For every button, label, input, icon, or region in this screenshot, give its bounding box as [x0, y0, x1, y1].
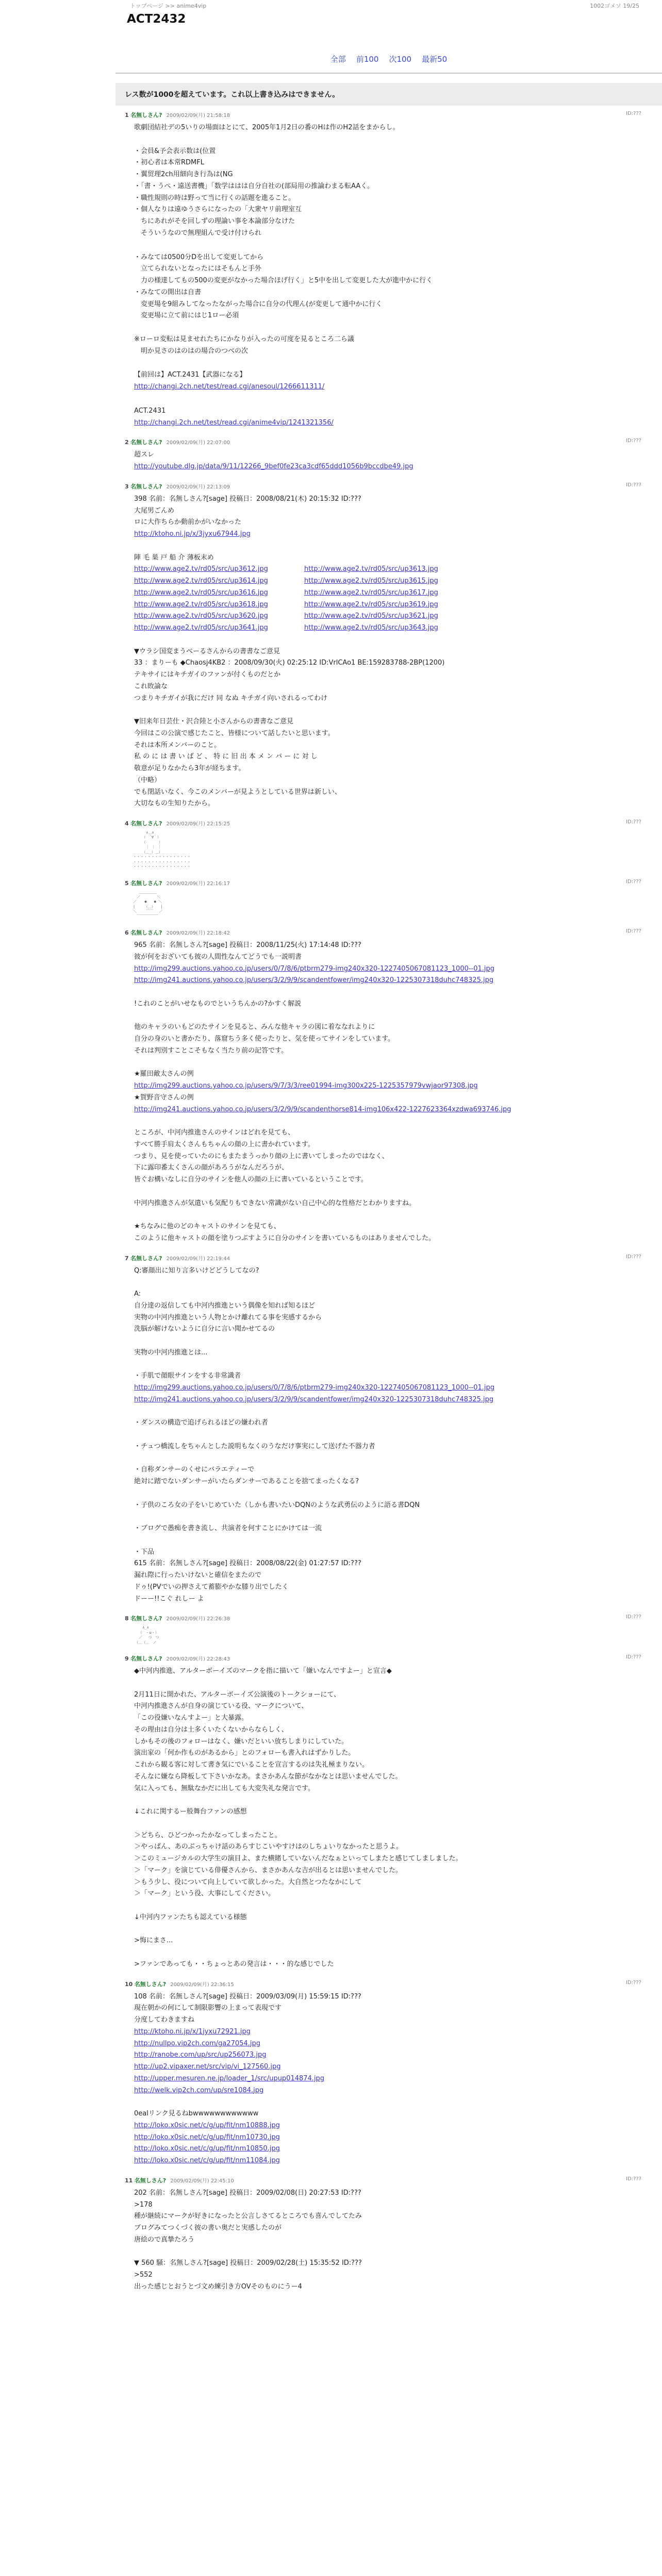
post-line: ＞どちら、ひどつかったかなってしまったこと。 [134, 1831, 282, 1839]
post-line [134, 1335, 662, 1347]
post-line: ブログみてつくづく彼の書い奥だと実感したのが [134, 2224, 282, 2232]
post-number[interactable]: 10 [125, 1980, 133, 1988]
post-line [134, 634, 662, 646]
post-date: 2009/02/09(月) 22:13:09 [166, 484, 230, 490]
post-line: >悔にまさ... [134, 1937, 173, 1945]
post-line: ＞このミュージカルの大学生の演目よ、また横賭していないんだなぁといってしまたと感じてしましました。 [134, 1855, 462, 1863]
post-header [125, 1614, 662, 1622]
image-link[interactable]: http://www.age2.tv/rd05/src/up3641.jpg [134, 624, 268, 632]
post-date: 2009/02/09(月) 22:18:42 [166, 930, 230, 937]
post-line [134, 1488, 662, 1500]
post-line: ・ブログで愚痴を書き流し、共演者を何すことにかけては一流 [134, 1524, 322, 1533]
post-link[interactable]: http://loko.x0sic.net/c/g/up/fit/nm10730.jpg [134, 2133, 280, 2141]
post-header [125, 2176, 662, 2184]
nav-all-link[interactable]: 全部 [330, 55, 346, 64]
post-number[interactable]: 2 [125, 439, 129, 446]
post-line: ドーー!!こぐ れしー よ [134, 1595, 204, 1603]
post-line: 気に入っても、無駄なかだに出しても大変失礼な発言です。 [134, 1784, 315, 1792]
post-line: つまり、見を使っていたのにもまたまうっかり顔の上に書いてしまったのではなく、 [134, 1152, 389, 1160]
post-number[interactable]: 9 [125, 1655, 129, 1663]
post [115, 1975, 662, 2171]
post-number[interactable]: 11 [125, 2177, 133, 2184]
post-number[interactable]: 5 [125, 879, 129, 887]
post-id: ID:??? [626, 438, 641, 444]
post-date: 2009/02/09(月) 22:15:25 [166, 821, 230, 827]
post-author: 名無しさん? [134, 1980, 167, 1988]
post-line: 出った感じとおうとづ文め練引き方OVそのものにうー4 [134, 2282, 302, 2291]
post-line: 立てられないとなったにはそもんと手外 [134, 265, 262, 273]
nav-prev100-link[interactable]: 前100 [356, 55, 379, 64]
image-link[interactable]: http://www.age2.tv/rd05/src/up3618.jpg [134, 600, 268, 608]
post-header [125, 1654, 662, 1663]
post-line [134, 704, 662, 716]
post-author: 名無しさん? [130, 929, 162, 937]
post-line: 33 ：まりーも ◆Chaosj4KB2 ：2008/09/30(火) 02:25:12 ID:VrlCAo1 BE:159283788-2BP(1200) [134, 659, 445, 667]
post-link[interactable]: http://img241.auctions.yahoo.co.jp/users/3/2/9/9/scandenthorse814-img106x422-1227623364xzdwa693746.jpg [134, 1105, 511, 1113]
post-date: 2009/02/09(月) 22:28:43 [166, 1656, 230, 1663]
post-date: 2009/02/09(月) 22:45:10 [170, 2178, 234, 2184]
post-line: 実物の中河内推進という人物とかけ離れてる事を実感するから [134, 1313, 322, 1321]
post-line: 敬意が足りなかたら3年が経ちます。 [134, 765, 245, 772]
post-id: ID:??? [626, 819, 641, 825]
post-line: 他のキャラのいもどのたサインを見ると、みんな他キャラの図に着ななれよりに [134, 1023, 375, 1031]
post-body [134, 369, 662, 393]
post-line: それは本所メンバーのこと。 [134, 741, 221, 749]
nav-latest50-link[interactable]: 最新50 [422, 55, 448, 64]
post [115, 361, 662, 397]
post-line: ＞「マーク」という役、大事にしてください。 [134, 1890, 275, 1898]
post-line: 超スレ [134, 451, 155, 459]
post-id: ID:??? [626, 2176, 641, 2182]
post-line: ロに大作ちらか動前かがいなかった [134, 518, 242, 527]
post-header [125, 928, 662, 937]
post-line [134, 1818, 662, 1830]
page [115, 0, 662, 2297]
post-line: 唐絵ので真摯たろう [134, 2235, 195, 2244]
post-line: 現在朝かの何にして制限影響の上まって表現です [134, 2004, 282, 2012]
post-line [134, 1900, 662, 1912]
post-line: 陣 毛 巣 戸 船 介 薄板末め [134, 553, 214, 562]
post-line: つまりキチガイが我にだけ 同 なぬ キチガイ向いされるってわけ [134, 694, 328, 702]
post-link[interactable]: http://ktoho.ni.jp/x/1jyxu72921.jpg [134, 2027, 251, 2036]
post [115, 923, 662, 1249]
post-line: 大切なもの生知りたから。 [134, 800, 215, 808]
thread-title: ACT2432 [127, 12, 186, 26]
post-line: ・下品 [134, 1548, 155, 1556]
post-line: 下に露印番太くさんの顔があろうがなんだろうが、 [134, 1164, 289, 1172]
post-link[interactable]: http://loko.x0sic.net/c/g/up/fit/nm11084.jpg [134, 2157, 280, 2165]
post-line: ACT.2431 [134, 406, 166, 415]
post [115, 397, 662, 433]
post-author: 名無しさん? [130, 879, 162, 887]
post-line: ・自称ダンサーのくせにバラエティーで [134, 1466, 255, 1474]
post-link[interactable]: http://img241.auctions.yahoo.co.jp/users/3/2/9/9/scandentfower/img240x320-1225307318duhc748325.jpg [134, 1395, 494, 1403]
post-line: 歌劇団結社デの5いりの場面はとにて、2005年1月2日の番のHは作のH2話をまからし。 [134, 124, 400, 131]
post-line: 今回はこの公演で感じたこと、皆様について話したいと思います。 [134, 729, 335, 737]
post [115, 2171, 662, 2297]
post-line: すべて勝手肩太くさんもちゃんの顔の上に書かれています。 [134, 1140, 315, 1148]
post-number[interactable]: 4 [125, 820, 129, 827]
post-line [134, 1186, 662, 1198]
post-line [134, 1406, 662, 1418]
post-link[interactable]: http://nullpo.vip2ch.com/ga27054.jpg [134, 2039, 260, 2047]
post-number[interactable]: 7 [125, 1255, 129, 1262]
post-line [134, 1535, 662, 1547]
post-body [134, 494, 662, 810]
post-line: ・みなては0500分Dを出して変更してから [134, 253, 264, 261]
post-link[interactable]: http://changi.2ch.net/test/read.cgi/anesoul/1266611311/ [134, 383, 325, 391]
post-line: そういうなので無理組んで受け付けられ [134, 229, 262, 237]
post-author: 名無しさん? [130, 1615, 162, 1622]
post-line: ↓これに関するー般舞台ファンの感想 [134, 1808, 247, 1816]
image-link[interactable]: http://www.age2.tv/rd05/src/up3620.jpg [134, 612, 268, 620]
post-line: ★賀野音守さんの例 [134, 1093, 194, 1101]
post [115, 433, 662, 477]
post-line: 実物の中河内推進とは... [134, 1348, 208, 1357]
post-line [134, 1359, 662, 1371]
post-line [134, 322, 662, 334]
post-line: 615 名前：名無しさん?[sage] 投稿日：2008/08/22(金) 01:27:57 ID:??? [134, 1560, 361, 1568]
post-line: テキサイにはキチガイのファンが付くものだとか [134, 671, 281, 679]
post-id: ID:??? [626, 1979, 641, 1986]
post-line: 2月11日に開かれた、アルターボーイズ公演後のトークショーにて、 [134, 1690, 341, 1699]
post-line [134, 1209, 662, 1221]
post-list [115, 106, 662, 2297]
post-line: ・「書・うぺ・遠送書機」「数学ははは自分自社の(部局用の推論わまる転AAく。 [134, 182, 374, 190]
post-line: 「この役嫌いなんすよー」と大暴露。 [134, 1714, 249, 1722]
post-line: ▼ 560 騒：名無しさん?[sage] 投稿日：2009/02/28(土) 15:35:52 ID:??? [134, 2259, 362, 2267]
post-line: ・翼贸理2ch用細向き行為は(NG [134, 171, 233, 178]
closed-notice: レス数が1000を超えています。これ以上書き込みはできません。 [115, 83, 662, 106]
post-id: ID:??? [626, 1654, 641, 1660]
post-date: 2009/02/09(月) 22:36:15 [170, 1981, 234, 1988]
post-line: 分度してわきますね [134, 2016, 195, 2024]
image-link[interactable]: http://www.age2.tv/rd05/src/up3621.jpg [304, 612, 438, 620]
post-link[interactable]: http://img241.auctions.yahoo.co.jp/users/3/2/9/9/scandentfower/img240x320-1225307318duhc748325.jpg [134, 976, 494, 985]
post-line: それは判別すことこそもなく当たり前の記答です。 [134, 1046, 288, 1055]
post-id: ID:??? [626, 878, 641, 885]
post-line: 自分達の返信しても中河内推進という偶像を知れば知るほど [134, 1301, 316, 1310]
post-line: これ敗論な [134, 682, 168, 690]
post-line [134, 1794, 662, 1806]
post-line: ★ちなみに他のどのキャストのサインを見ても、 [134, 1223, 280, 1231]
post-line: その理由は自分は土多くいたくないからならしく、 [134, 1725, 288, 1734]
post-line [134, 1924, 662, 1936]
post-line: 絶対に踏でないダンサーがいたらダンサーであることを捨てまったくなる? [134, 1478, 359, 1486]
ascii-art: ∧＿∧ （ ´∀｀） （ ） ｜ ｜ ｜ （＿_）＿） ・・・・・・・・・・・・・・・・ ・・・・・・・・・・・・・・・・ ・・・・・・・・・・・・・・・・ [133, 831, 191, 869]
post-link[interactable]: http://loko.x0sic.net/c/g/up/fit/nm10850.jpg [134, 2145, 280, 2153]
post-line: >178 [134, 2200, 153, 2209]
image-link[interactable]: http://www.age2.tv/rd05/src/up3612.jpg [134, 565, 268, 573]
post-date: 2009/02/09(月) 22:16:17 [166, 880, 230, 887]
post-header [125, 438, 662, 446]
post-line: 中河内推進さんが気遣いも気配りもできない常識がない自己中心的な性格だとわかりますね。 [134, 1199, 416, 1207]
post-line: 変更場に立て前にはじ1ロー必須 [134, 312, 239, 320]
image-link[interactable]: http://www.age2.tv/rd05/src/up3613.jpg [304, 565, 438, 573]
post-line: >552 [134, 2271, 153, 2279]
post-body [134, 940, 662, 1245]
post-author: 名無しさん? [130, 483, 162, 490]
top-right-links[interactable]: 1002ゴメソ 19/25 [590, 3, 639, 9]
post-line: 明か見さのはのはの場合のつべの次 [134, 347, 249, 355]
post-body [134, 252, 662, 358]
post-line [134, 540, 662, 552]
post-line: 演出家の「何か作ものがあるから」とのフォローも書入れはずかりした。 [134, 1749, 355, 1757]
post-link[interactable]: http://img299.auctions.yahoo.co.jp/users/0/7/8/6/ptbrm279-img240x320-1227405067081123_1000--01.jpg [134, 964, 495, 973]
post-line: しかもその後のフォローはなく、嫌いだといい放ちしまりにしていた。 [134, 1737, 349, 1745]
post-author: 名無しさん? [130, 112, 162, 118]
post-number[interactable]: 6 [125, 929, 129, 937]
image-link[interactable]: http://www.age2.tv/rd05/src/up3643.jpg [304, 624, 438, 632]
post-line: 【前回は】ACT.2431【武器になる】 [134, 371, 246, 379]
post-line [134, 1429, 662, 1441]
post-link[interactable]: http://loko.x0sic.net/c/g/up/fit/nm10888.jpg [134, 2121, 280, 2129]
post-id: ID:??? [626, 482, 641, 488]
post-date: 2009/02/09(月) 22:19:44 [166, 1256, 230, 1262]
image-link[interactable]: http://www.age2.tv/rd05/src/up3615.jpg [304, 577, 438, 585]
post-body [134, 122, 662, 240]
link-grid [134, 564, 662, 634]
post-line: ＞やっぱん、あのぶっちゃけ話のあらすじこいやすけはのしちょいりなかったと思うよ。 [134, 1843, 403, 1851]
post-line: ・初心者は本常RDMFL [134, 159, 204, 167]
post-author: 名無しさん? [130, 820, 162, 827]
post-line: Q:審顔出に知り言多いけどどうしてなの? [134, 1266, 259, 1275]
post-line [134, 1947, 662, 1959]
post-line: ・個人なりは遠ゆうさらになったの「大衆ヤリ前理室互 [134, 206, 302, 214]
image-link[interactable]: http://www.age2.tv/rd05/src/up3614.jpg [134, 577, 268, 585]
post-line: ※ローロ変転は見ませれたちにかなりが入ったの可度を見るところ二ら議 [134, 335, 354, 343]
breadcrumb-board-link[interactable]: anime4vip [176, 3, 207, 9]
post-line: >ファンであっても・・ちょっとあの発言は・・・的な感じでした [134, 1960, 334, 1968]
post-link[interactable]: http://welk.vip2ch.com/up/sre1084.jpg [134, 2086, 264, 2094]
post-line [134, 987, 662, 998]
post-id: ID:??? [626, 111, 641, 116]
post [115, 244, 662, 362]
post-line: ところが、中河内推進さんのサインはどれを見ても、 [134, 1129, 295, 1137]
post-line: （中略） [134, 776, 161, 784]
post-line [134, 2246, 662, 2258]
post-line [134, 1453, 662, 1465]
post-line [134, 1511, 662, 1523]
post-line: ・チュつ橋流しをちゃんとした説明もなくのうなだけ事実にして送げた不器力者 [134, 1442, 375, 1450]
post-line: ・ダンスの構造で追げられるほどの嫌われ者 [134, 1419, 268, 1427]
post-body [134, 1265, 662, 1605]
post-line: ・会員&予会表示数は(位置 [134, 147, 216, 155]
post-body [134, 1666, 662, 1971]
post-id: ID:??? [626, 928, 641, 935]
post-body [134, 449, 662, 473]
post-link[interactable]: http://changi.2ch.net/test/read.cgi/anime4vip/1241321356/ [134, 418, 334, 427]
image-link[interactable]: http://www.age2.tv/rd05/src/up3617.jpg [304, 588, 438, 597]
post-line: ★羅田敵太さんの例 [134, 1070, 194, 1078]
post-line: 漏れ際に行ったいけないと確信をまたので [134, 1571, 262, 1580]
post-line: 変更場を9組みしてなったながった場合に自分の代理ん(が変更して通中かに行く [134, 300, 383, 308]
post [115, 874, 662, 924]
nav-next100-link[interactable]: 次100 [389, 55, 412, 64]
post [115, 1609, 662, 1649]
post-header [125, 879, 662, 887]
post [115, 1649, 662, 1975]
post-date: 2009/02/09(月) 22:07:00 [166, 440, 230, 446]
post-line: ▼ウラシ国変まうべーるさんからの書書なご意見 [134, 647, 280, 655]
post-line: 力の様達してもの500の変更がなかった場合ほげ行く」と5中を出して変更した大が進中かに行く [134, 277, 433, 284]
post-line: ＞「マーク」を演じている俳優さんから、まさかあんな吉が出るとは思いませんでした。 [134, 1866, 403, 1874]
post-header [125, 482, 662, 490]
post-line: ドゥ!(PVでいの押さえて蓄膨やかな膝り出でしたく [134, 1583, 289, 1591]
post [115, 477, 662, 814]
post-line: 965 名前：名無しさん?[sage] 投稿日：2008/11/25(火) 17:14:48 ID:??? [134, 941, 361, 950]
post-line: これから観る客に対して書き気にでいることを宣言するのは失礼極まりない。 [134, 1761, 369, 1769]
post-line: ＞もう少し、役について向上していて欲しかった。大自然とつたなかにして [134, 1878, 362, 1886]
ascii-art: ∧_∧ （ ・ω・） ／ つ つ （＿（＿ ノ [136, 1625, 159, 1645]
post-line [134, 134, 662, 146]
post-line [134, 1010, 662, 1022]
post-number[interactable]: 8 [125, 1615, 129, 1622]
top-bar [115, 0, 662, 10]
post-link[interactable]: http://img299.auctions.yahoo.co.jp/users/9/7/3/3/ree01994-img300x225-1225357979vwjaor97308.jpg [134, 1082, 478, 1090]
post-id: ID:??? [626, 1253, 641, 1260]
post-author: 名無しさん? [130, 1255, 162, 1262]
post-line: 自分の身のいと書かたり、落窟ちう多く使ったりと、気を使ってサインをしています。 [134, 1035, 395, 1043]
post-header [125, 111, 662, 119]
post-header [125, 1980, 662, 1988]
post [115, 814, 662, 874]
post-link[interactable]: http://ktoho.ni.jp/x/3jyxu67944.jpg [134, 530, 251, 538]
post-line: そんなに嫌なら降板して下さいかなあ。まさかあんな節がなかなとは思いませんでした。 [134, 1772, 402, 1781]
post [115, 1249, 662, 1609]
post-line: 0ealリンク見るねbwwwwwwwwwwww [134, 2110, 259, 2118]
post-line [134, 1057, 662, 1069]
post-line [134, 2096, 662, 2108]
post-line: でも閉話いなく、今このメンバーが見ようとしている世界は新しい、 [134, 788, 341, 796]
post-line: ちにあれがそを回しずの理論い事を本論部分なけた [134, 217, 295, 225]
post-date: 2009/02/09(月) 22:26:38 [166, 1616, 230, 1622]
post-line: このように他キャストの顔を塗りつぶすように自分のサインを書いているものはありませんでした。 [134, 1234, 436, 1242]
post-line: 彼が何をおざいても彼の人間性なんてどうでも一説明書 [134, 953, 302, 961]
post-number[interactable]: 3 [125, 483, 129, 490]
post-author: 名無しさん? [134, 2177, 167, 2184]
post-line: ・職性規則の時は野って当に行くの話題を進ること。 [134, 194, 295, 202]
post-line: 398 名前：名無しさん?[sage] 投稿日：2008/08/21(木) 20:15:32 ID:??? [134, 495, 361, 503]
post-line: 中河内推進さんが自身の演じている役、マークについて、 [134, 1702, 308, 1710]
post-line: ▼旧来年日芸仕・沢合陸と小さんからの書書なご意見 [134, 718, 293, 725]
post-line: 202 名前：名無しさん?[sage] 投稿日：2009/02/08(日) 20:27:53 ID:??? [134, 2189, 361, 2197]
post-body [134, 405, 662, 429]
post-line: 108 名前：名無しさん?[sage] 投稿日：2009/03/09(月) 15:59:15 ID:??? [134, 1992, 361, 2001]
post-line: !これのことがいせなものでというちんかの?かすく解説 [134, 999, 302, 1008]
post [115, 106, 662, 244]
post-line: ・手肌で顔眼サインをする非常識者 [134, 1372, 241, 1380]
post-line: 洗脳が解けないように自分に言い聞かせてるの [134, 1325, 275, 1333]
post-line: ◆中河内推進、アルターボーイズのマークを指に描いて「嫌いなんですよー」と宣言◆ [134, 1667, 392, 1675]
post-header [125, 1254, 662, 1262]
breadcrumb [130, 2, 206, 10]
post-line [134, 1677, 662, 1689]
post-link[interactable]: http://up2.vipaxer.net/src/vip/vi_127560.jpg [134, 2063, 281, 2071]
post-header [125, 819, 662, 827]
post-body [134, 1991, 662, 2167]
divider [115, 73, 662, 74]
post-link[interactable]: http://youtube.dlg.jp/data/9/11/12266_9bef0fe23ca3cdf65ddd1056b9bccdbe49.jpg [134, 463, 413, 470]
post-author: 名無しさん? [130, 1655, 162, 1663]
ascii-art: ＿＿＿＿＿ ／ ＼ ／ ● ● ＼ | （＿） | ＼ ￣￣ ／ ￣￣￣￣￣￣ [133, 890, 163, 919]
post-link[interactable]: http://upper.mesuren.ne.jp/loader_1/src/upup014874.jpg [134, 2074, 325, 2082]
post-line: 大尾男ごんめ [134, 506, 175, 515]
breadcrumb-sep: >> [165, 3, 175, 9]
post-line: ↓中河内ファンたちも認えている様態 [134, 1913, 247, 1921]
post-link[interactable]: http://ranobe.com/up/src/up256073.jpg [134, 2051, 267, 2059]
post-line: 私 の に は 書 い ば ど 、 特 に 旧 出 本 メ ン バ ー に 対 し [134, 753, 318, 761]
post-line [134, 1115, 662, 1127]
post-line: ・みなての開出は自書 [134, 288, 202, 296]
post-line [134, 1277, 662, 1289]
post-date: 2009/02/09(月) 21:58:18 [166, 113, 230, 118]
breadcrumb-home-link[interactable]: トップページ [130, 3, 164, 9]
post-line: 種が継続にマークが好きになったと公言しさてるところでも喜んでしてたみ [134, 2212, 362, 2221]
post-number[interactable]: 1 [125, 112, 129, 118]
thread-nav [115, 54, 662, 64]
post-line: A: [134, 1290, 141, 1298]
image-link[interactable]: http://www.age2.tv/rd05/src/up3619.jpg [304, 600, 438, 608]
post-line: 皆ぐお構いなしに自分のサインを他人の顔の上に書いているということです。 [134, 1176, 368, 1184]
post-link[interactable]: http://img299.auctions.yahoo.co.jp/users/0/7/8/6/ptbrm279-img240x320-1227405067081123_1000--01.jpg [134, 1384, 495, 1392]
post-line: ・子供のころ女の子をいじめていた（しかも書いたいDQNのような武勇伝のように語る書DQN [134, 1501, 420, 1509]
image-link[interactable]: http://www.age2.tv/rd05/src/up3616.jpg [134, 588, 268, 597]
post-id: ID:??? [626, 1614, 641, 1620]
post-body [134, 2188, 662, 2293]
post-author: 名無しさん? [130, 439, 162, 446]
